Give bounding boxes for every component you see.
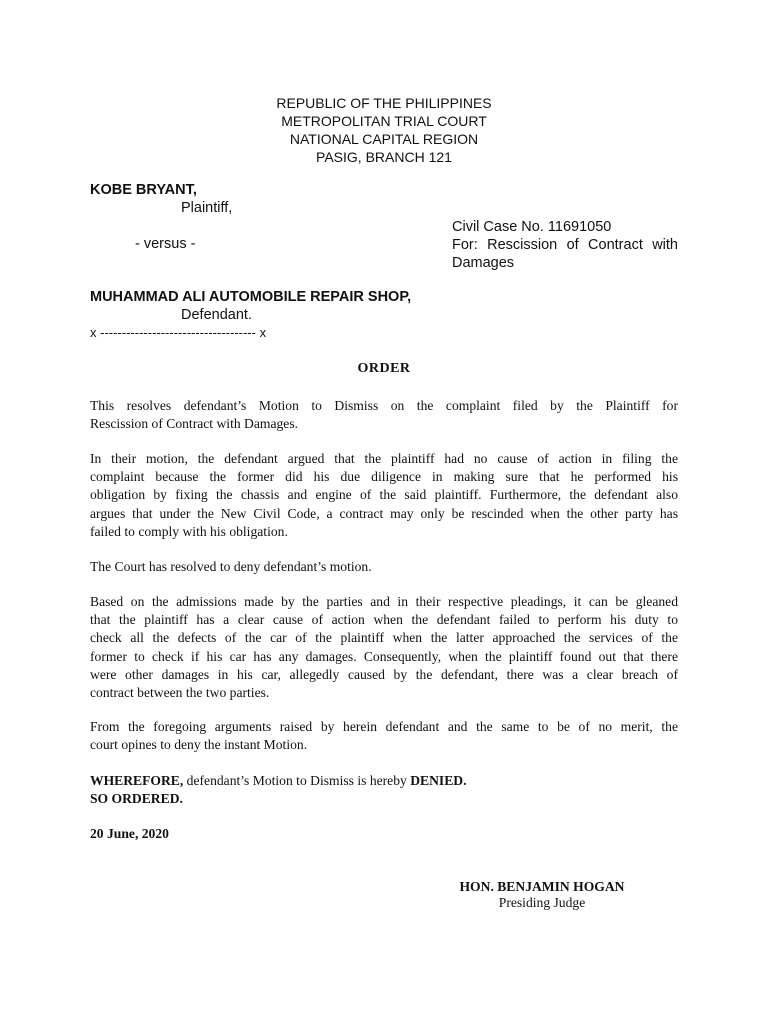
paragraph-1-line-1: This resolves defendant’s Motion to Dismiss on the complaint filed by the Plaintiff for: [90, 398, 678, 413]
paragraph-5-line-1: From the foregoing arguments raised by herein defendant and the same to be of no merit, the: [90, 719, 678, 734]
order-date: 20 June, 2020: [90, 826, 169, 841]
paragraph-4: [90, 593, 678, 702]
paragraph-4-line-1: Based on the admissions made by the parties and in their respective pleadings, it can be gleaned: [90, 594, 678, 609]
judge-title: Presiding Judge: [498, 895, 586, 910]
paragraph-5-line-2: court opines to deny the instant Motion.: [90, 737, 308, 753]
paragraph-1-line-2: Rescission of Contract with Damages.: [90, 416, 299, 432]
plaintiff-name: KOBE BRYANT,: [90, 182, 197, 198]
paragraph-5: [90, 718, 678, 754]
judge-name: HON. BENJAMIN HOGAN: [459, 879, 625, 894]
paragraph-2-line-5: failed to comply with his obligation.: [90, 523, 288, 539]
paragraph-3-line-1: The Court has resolved to deny defendant’s motion.: [90, 559, 372, 574]
paragraph-4-line-3: check all the defects of the car of the plaintiff when the latter approached the services of the: [90, 630, 678, 646]
paragraph-3: [90, 558, 678, 576]
court-header-line-4: PASIG, BRANCH 121: [316, 149, 452, 165]
document-title: ORDER: [357, 361, 411, 376]
court-header-line-3: NATIONAL CAPITAL REGION: [289, 131, 479, 147]
case-subject-line-2: Damages: [452, 255, 515, 271]
court-header: [0, 94, 768, 166]
case-subject-line-1: For: Rescission of Contract with: [452, 237, 678, 253]
wherefore-verdict: DENIED.: [410, 773, 467, 788]
court-header-line-1: REPUBLIC OF THE PHILIPPINES: [276, 95, 492, 111]
so-ordered: SO ORDERED.: [90, 791, 183, 807]
case-number: Civil Case No. 11691050: [452, 219, 612, 235]
defendant-role: Defendant.: [181, 307, 252, 323]
court-header-line-2: METROPOLITAN TRIAL COURT: [281, 113, 487, 129]
case-info: [452, 218, 678, 272]
wherefore-text: defendant’s Motion to Dismiss is hereby: [183, 773, 411, 788]
plaintiff-role: Plaintiff,: [181, 200, 233, 216]
wherefore-line: [90, 772, 678, 790]
versus-label: - versus -: [135, 236, 196, 252]
defendant-name: MUHAMMAD ALI AUTOMOBILE REPAIR SHOP,: [90, 289, 412, 305]
paragraph-1: [90, 397, 678, 433]
paragraph-4-line-5: were other damages in his car, allegedly caused by the defendant, there was a clear breach of: [90, 666, 678, 682]
caption-separator: x ------------------------------------ x: [90, 325, 267, 340]
wherefore-clause: [90, 772, 678, 808]
paragraph-4-line-6: contract between the two parties.: [90, 685, 270, 701]
wherefore-lead: WHEREFORE,: [90, 773, 184, 788]
paragraph-4-line-2: that the plaintiff has a clear cause of action when the defendant failed to perform his duty to: [90, 612, 678, 628]
paragraph-2-line-1: In their motion, the defendant argued that the plaintiff had no cause of action in filing the: [90, 451, 678, 466]
signature-block: [432, 879, 652, 911]
paragraph-2-line-2: complaint because the former did his due diligence in making sure that he performed his: [90, 469, 678, 485]
paragraph-4-line-4: former to check if his car has any damages. Consequently, when the plaintiff found out that there: [90, 648, 678, 664]
paragraph-2-line-4: argues that under the New Civil Code, a contract may only be rescinded when the other party has: [90, 505, 678, 521]
paragraph-2: [90, 450, 678, 541]
paragraph-2-line-3: obligation by fixing the chassis and engine of the said plaintiff. Furthermore, the defendant also: [90, 487, 678, 503]
